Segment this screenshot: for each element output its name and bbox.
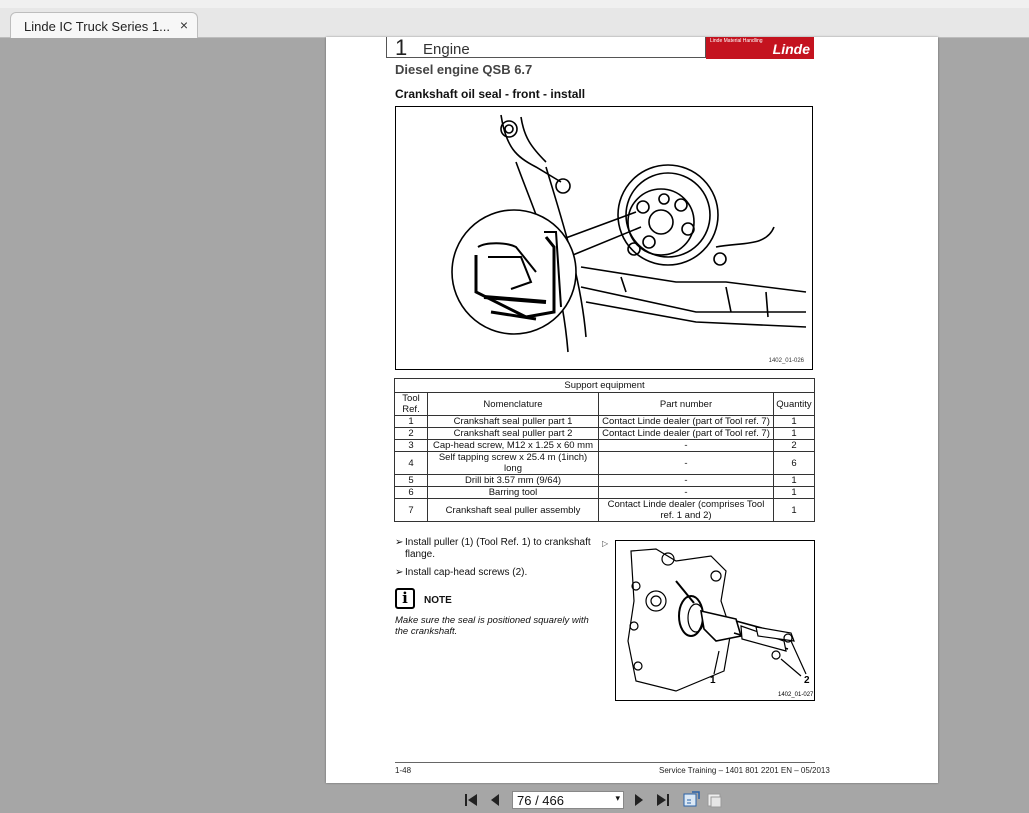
cell-part: -	[599, 440, 774, 452]
header-part-number: Part number	[599, 393, 774, 416]
chapter-title: Engine	[423, 41, 470, 58]
info-icon: i	[395, 588, 415, 609]
engine-subtitle: Diesel engine QSB 6.7	[395, 62, 533, 77]
fit-page-icon[interactable]	[682, 791, 700, 809]
seal-diagram-figure	[395, 106, 813, 370]
table-row	[395, 499, 815, 522]
bullet-arrow-icon: ➢	[395, 537, 404, 548]
table-row	[395, 428, 815, 440]
page-number-value: 76 / 466	[517, 793, 564, 808]
puller-install-figure	[615, 540, 815, 701]
bullet-arrow-icon: ➢	[395, 567, 404, 578]
header-nomenclature: Nomenclature	[428, 393, 599, 416]
callout-1: 1	[710, 675, 716, 686]
callout-2: 2	[804, 675, 810, 686]
cell-qty: 1	[774, 428, 815, 440]
support-equipment-table	[394, 378, 815, 522]
section-title: Crankshaft oil seal - front - install	[395, 87, 586, 101]
note-text: Make sure the seal is positioned squarely with the crankshaft.	[395, 615, 589, 637]
cell-ref: 2	[395, 428, 428, 440]
document-page	[326, 37, 938, 783]
cell-ref: 5	[395, 475, 428, 487]
instruction-item	[395, 537, 595, 561]
cell-ref: 7	[395, 499, 428, 522]
page-number-select[interactable]	[512, 791, 624, 809]
table-row	[395, 440, 815, 452]
seal-diagram-drawing	[396, 107, 812, 369]
header-quantity: Quantity	[774, 393, 815, 416]
cell-qty: 2	[774, 440, 815, 452]
cell-qty: 6	[774, 452, 815, 475]
figure-code: 1402_01-026	[768, 358, 804, 364]
chapter-number: 1	[395, 35, 408, 60]
cell-nomenclature: Cap-head screw, M12 x 1.25 x 60 mm	[428, 440, 599, 452]
table-row	[395, 487, 815, 499]
cell-qty: 1	[774, 499, 815, 522]
prev-page-icon[interactable]	[486, 791, 504, 809]
cell-nomenclature: Drill bit 3.57 mm (9/64)	[428, 475, 599, 487]
linde-logo	[706, 37, 814, 59]
logo-text: Linde	[772, 41, 810, 57]
cell-qty: 1	[774, 475, 815, 487]
logo-subtext: Linde Material Handling	[710, 38, 763, 44]
last-page-icon[interactable]	[654, 791, 672, 809]
close-icon[interactable]: ×	[179, 17, 188, 33]
cell-part: -	[599, 487, 774, 499]
page-number-footer: 1-48	[395, 766, 412, 775]
table-row	[395, 416, 815, 428]
title-strip	[0, 0, 1029, 8]
first-page-icon[interactable]	[462, 791, 480, 809]
note-label: NOTE	[424, 595, 452, 606]
tab-title: Linde IC Truck Series 1...	[24, 19, 170, 34]
table-caption: Support equipment	[395, 379, 815, 393]
cell-nomenclature: Barring tool	[428, 487, 599, 499]
service-training-footer: Service Training – 1401 801 2201 EN – 05/2013	[659, 766, 830, 775]
cell-nomenclature: Crankshaft seal puller part 2	[428, 428, 599, 440]
cell-qty: 1	[774, 487, 815, 499]
cell-qty: 1	[774, 416, 815, 428]
figure-code: 1402_01-027	[778, 692, 814, 698]
cell-nomenclature: Self tapping screw x 25.4 m (1inch) long	[428, 452, 599, 475]
cell-part: -	[599, 452, 774, 475]
cell-part: Contact Linde dealer (comprises Tool ref. 1 and 2)	[599, 499, 774, 522]
footer-divider	[395, 762, 815, 763]
cell-ref: 4	[395, 452, 428, 475]
cell-ref: 1	[395, 416, 428, 428]
instruction-text: Install cap-head screws (2).	[405, 567, 528, 578]
table-row	[395, 475, 815, 487]
fit-width-icon[interactable]	[706, 791, 724, 809]
cell-part: Contact Linde dealer (part of Tool ref. 7)	[599, 428, 774, 440]
instructions-list	[395, 537, 595, 585]
puller-install-drawing	[616, 541, 814, 700]
header-tool-ref: Tool Ref.	[395, 393, 428, 416]
document-tab[interactable]	[10, 12, 198, 38]
page-navigation-bar	[0, 786, 1029, 813]
tab-bar	[0, 0, 1029, 38]
cell-ref: 6	[395, 487, 428, 499]
instruction-item	[395, 567, 595, 579]
cell-ref: 3	[395, 440, 428, 452]
cell-part: Contact Linde dealer (part of Tool ref. 7)	[599, 416, 774, 428]
cell-part: -	[599, 475, 774, 487]
cell-nomenclature: Crankshaft seal puller assembly	[428, 499, 599, 522]
cell-nomenclature: Crankshaft seal puller part 1	[428, 416, 599, 428]
chapter-header	[386, 37, 706, 58]
figure-pointer-icon: ▷	[602, 539, 609, 548]
next-page-icon[interactable]	[630, 791, 648, 809]
table-row	[395, 452, 815, 475]
chevron-down-icon: ▾	[615, 793, 620, 803]
instruction-text: Install puller (1) (Tool Ref. 1) to crankshaft flange.	[405, 537, 591, 560]
